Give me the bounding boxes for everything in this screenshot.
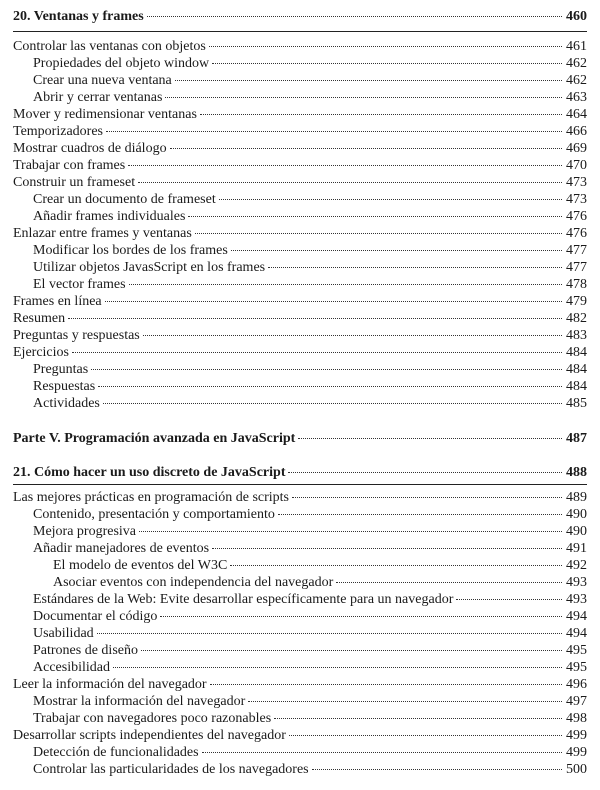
toc-entry (13, 523, 587, 541)
dot-leader (139, 531, 562, 532)
toc-entry-title: Abrir y cerrar ventanas (33, 90, 163, 105)
dot-leader (288, 472, 562, 473)
toc-entry (13, 395, 587, 413)
dot-leader (141, 650, 562, 651)
toc-entry-title: Usabilidad (33, 626, 94, 641)
toc-entry-title: El modelo de eventos del W3C (53, 558, 228, 573)
toc-page-number: 463 (566, 90, 587, 105)
toc-entry (13, 140, 587, 158)
dot-leader (97, 633, 562, 634)
toc-entry-title: Utilizar objetos JavasScript en los frames (33, 260, 266, 275)
toc-entry-title: 20. Ventanas y frames (13, 9, 144, 24)
dot-leader (68, 318, 562, 319)
dot-leader (165, 97, 562, 98)
toc-entry (13, 310, 587, 328)
dot-leader (91, 369, 562, 370)
toc-page-number: 490 (566, 507, 587, 522)
dot-leader (268, 267, 562, 268)
toc-entry (13, 489, 587, 507)
toc-entry (13, 208, 587, 226)
toc-entry (13, 625, 587, 643)
toc-entry-title: Respuestas (33, 379, 96, 394)
toc-page-number: 499 (566, 728, 587, 743)
dot-leader (292, 497, 562, 498)
toc-entry (13, 327, 587, 345)
toc-entry (13, 574, 587, 592)
dot-leader (188, 216, 562, 217)
toc-entry-title: Propiedades del objeto window (33, 56, 210, 71)
toc-page-number: 477 (566, 243, 587, 258)
toc-entry (13, 123, 587, 141)
dot-leader (113, 667, 562, 668)
toc-page-number: 461 (566, 39, 587, 54)
toc-page-number: 497 (566, 694, 587, 709)
dot-leader (248, 701, 562, 702)
toc-entry-title: Añadir frames individuales (33, 209, 186, 224)
dot-leader (175, 80, 562, 81)
toc-page-number: 490 (566, 524, 587, 539)
toc-entry (13, 642, 587, 660)
dot-leader (298, 438, 562, 439)
toc-page-number: 487 (566, 431, 587, 446)
toc-entry (13, 191, 587, 209)
toc-entry (13, 276, 587, 294)
dot-leader (456, 599, 562, 600)
toc-entry-title: Accesibilidad (33, 660, 110, 675)
toc-entry-title: Controlar las ventanas con objetos (13, 39, 206, 54)
dot-leader (105, 301, 562, 302)
toc-page-number: 469 (566, 141, 587, 156)
toc-entry-title: Mostrar la información del navegador (33, 694, 246, 709)
toc-page-number: 484 (566, 345, 587, 360)
dot-leader (200, 114, 562, 115)
toc-entry-title: Parte V. Programación avanzada en JavaScript (13, 431, 296, 446)
toc-page-number: 473 (566, 175, 587, 190)
toc-entry-title: Trabajar con frames (13, 158, 126, 173)
toc-entry-title: Actividades (33, 396, 100, 411)
dot-leader (230, 565, 562, 566)
toc-page-number: 483 (566, 328, 587, 343)
toc-page-number: 464 (566, 107, 587, 122)
toc-page-number: 491 (566, 541, 587, 556)
toc-entry-title: Controlar las particularidades de los navegadores (33, 762, 309, 777)
toc-entry (13, 55, 587, 73)
toc-entry (13, 744, 587, 762)
toc-page-number: 494 (566, 609, 587, 624)
toc-entry (13, 293, 587, 311)
toc-page-number: 477 (566, 260, 587, 275)
dot-leader (274, 718, 562, 719)
dot-leader (312, 769, 562, 770)
toc-entry-title: Estándares de la Web: Evite desarrollar específicamente para un navegador (33, 592, 454, 607)
toc-page-number: 489 (566, 490, 587, 505)
dot-leader (147, 16, 562, 17)
dot-leader (209, 46, 562, 47)
toc-entry (13, 361, 587, 379)
toc-entry (13, 89, 587, 107)
toc-entry-title: Modificar los bordes de los frames (33, 243, 228, 258)
toc-entry (13, 710, 587, 728)
dot-leader (336, 582, 562, 583)
toc-entry-title: Leer la información del navegador (13, 677, 207, 692)
toc-entry-title: El vector frames (33, 277, 126, 292)
toc-page-number: 488 (566, 465, 587, 480)
dot-leader (106, 131, 562, 132)
toc-page-number: 462 (566, 73, 587, 88)
dot-leader (138, 182, 562, 183)
toc-entry-title: Crear un documento de frameset (33, 192, 216, 207)
toc-entry-title: Las mejores prácticas en programación de scripts (13, 490, 290, 505)
toc-page-number: 478 (566, 277, 587, 292)
toc-page-number: 476 (566, 209, 587, 224)
toc-entry-title: Construir un frameset (13, 175, 136, 190)
dot-leader (212, 63, 562, 64)
toc-chapter-entry (13, 430, 587, 448)
dot-leader (219, 199, 562, 200)
toc-entry-title: Enlazar entre frames y ventanas (13, 226, 192, 241)
toc-entry-title: Patrones de diseño (33, 643, 138, 658)
toc-entry-title: Temporizadores (13, 124, 103, 139)
toc-chapter-entry (13, 464, 587, 482)
toc-entry-title: Asociar eventos con independencia del navegador (53, 575, 334, 590)
toc-page-number: 498 (566, 711, 587, 726)
toc-entry (13, 506, 587, 524)
toc-entry (13, 106, 587, 124)
toc-page-number: 462 (566, 56, 587, 71)
toc-page-number: 466 (566, 124, 587, 139)
toc-entry (13, 727, 587, 745)
chapter-divider (13, 31, 587, 32)
toc-page-number: 460 (566, 9, 587, 24)
dot-leader (128, 165, 562, 166)
dot-leader (212, 548, 562, 549)
toc-entry (13, 608, 587, 626)
chapter-divider (13, 484, 587, 485)
toc-page-number: 484 (566, 379, 587, 394)
dot-leader (129, 284, 562, 285)
toc-entry-title: Detección de funcionalidades (33, 745, 199, 760)
toc-entry (13, 591, 587, 609)
toc-page-number: 496 (566, 677, 587, 692)
toc-chapter-entry (13, 8, 587, 26)
toc-entry-title: Mover y redimensionar ventanas (13, 107, 197, 122)
toc-entry (13, 676, 587, 694)
toc-page-number: 482 (566, 311, 587, 326)
dot-leader (289, 735, 562, 736)
dot-leader (98, 386, 562, 387)
dot-leader (143, 335, 562, 336)
toc-entry-title: Crear una nueva ventana (33, 73, 172, 88)
toc-page-number: 479 (566, 294, 587, 309)
toc-entry-title: Frames en línea (13, 294, 102, 309)
toc-entry (13, 38, 587, 56)
dot-leader (170, 148, 562, 149)
dot-leader (160, 616, 562, 617)
toc-page-number: 492 (566, 558, 587, 573)
dot-leader (72, 352, 562, 353)
toc-page-number: 493 (566, 575, 587, 590)
toc-page-number: 493 (566, 592, 587, 607)
toc-entry-title: Documentar el código (33, 609, 158, 624)
toc-entry (13, 693, 587, 711)
toc-page-number: 499 (566, 745, 587, 760)
toc-page-number: 495 (566, 643, 587, 658)
dot-leader (195, 233, 562, 234)
toc-entry (13, 344, 587, 362)
toc-entry-title: Mostrar cuadros de diálogo (13, 141, 167, 156)
toc-entry-title: Preguntas (33, 362, 89, 377)
toc-entry-title: Añadir manejadores de eventos (33, 541, 210, 556)
toc-entry (13, 761, 587, 779)
toc-page-number: 495 (566, 660, 587, 675)
toc-entry-title: Ejercicios (13, 345, 69, 360)
toc-entry-title: Trabajar con navegadores poco razonables (33, 711, 272, 726)
toc-page-number: 494 (566, 626, 587, 641)
dot-leader (231, 250, 562, 251)
toc-page-number: 470 (566, 158, 587, 173)
toc-page-number: 473 (566, 192, 587, 207)
toc-entry-title: Contenido, presentación y comportamiento (33, 507, 275, 522)
toc-entry (13, 242, 587, 260)
dot-leader (202, 752, 562, 753)
toc-page-number: 484 (566, 362, 587, 377)
toc-entry-title: Desarrollar scripts independientes del navegador (13, 728, 286, 743)
toc-entry-title: Mejora progresiva (33, 524, 137, 539)
toc-entry (13, 540, 587, 558)
toc-entry (13, 225, 587, 243)
toc-page-number: 476 (566, 226, 587, 241)
toc-entry (13, 72, 587, 90)
toc-entry-title: Preguntas y respuestas (13, 328, 140, 343)
toc-page-number: 500 (566, 762, 587, 777)
dot-leader (103, 403, 562, 404)
toc-entry (13, 378, 587, 396)
toc-entry (13, 659, 587, 677)
toc-entry (13, 259, 587, 277)
toc-entry-title: Resumen (13, 311, 66, 326)
dot-leader (278, 514, 562, 515)
toc-entry (13, 557, 587, 575)
dot-leader (210, 684, 562, 685)
toc-page-number: 485 (566, 396, 587, 411)
toc-entry (13, 174, 587, 192)
toc-entry (13, 157, 587, 175)
toc-entry-title: 21. Cómo hacer un uso discreto de JavaScript (13, 465, 286, 480)
